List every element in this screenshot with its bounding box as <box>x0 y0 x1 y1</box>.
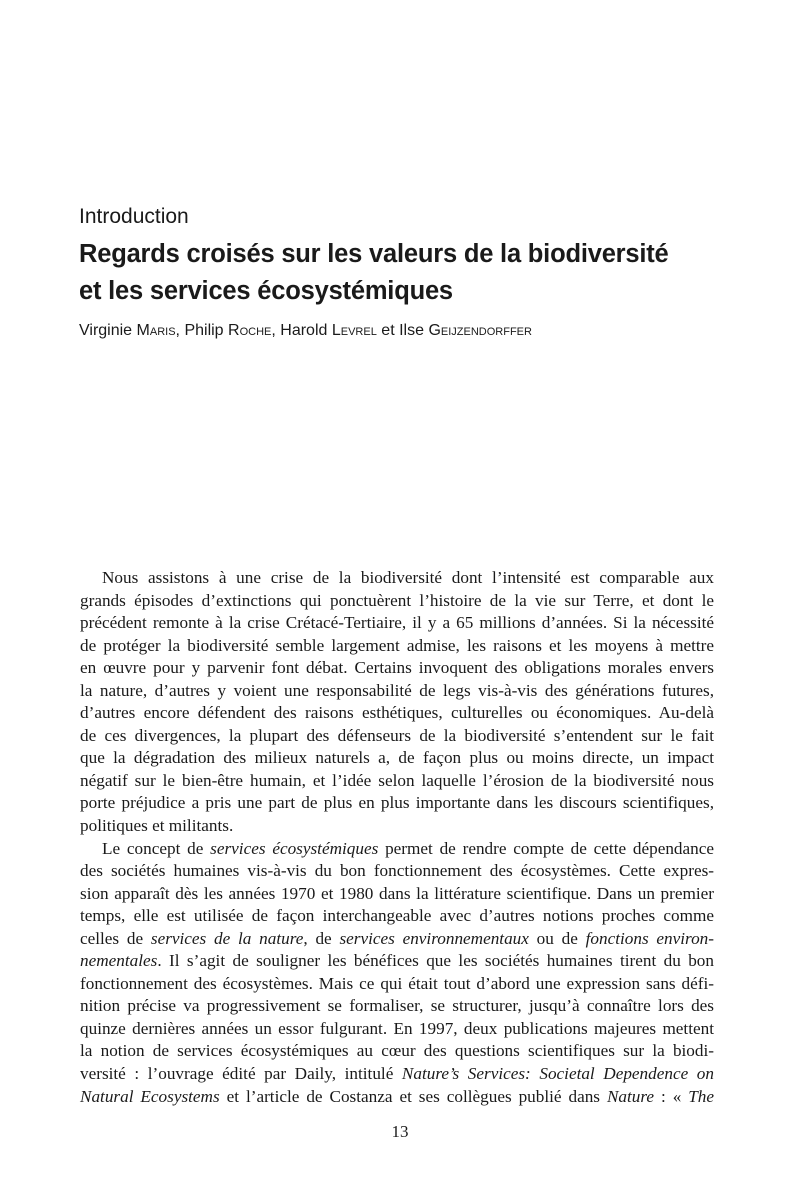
text-segment: celles de <box>80 928 151 948</box>
author <box>184 322 280 339</box>
text-line <box>80 590 714 613</box>
author-first-name: Ilse <box>399 322 424 339</box>
text-segment: nition précise va progressivement se formaliser, se structurer, jusqu’à connaître lors des <box>80 996 714 1016</box>
text-segment: grands épisodes d’extinctions qui ponctuèrent l’histoire de la vie sur Terre, et dont le <box>80 590 714 610</box>
author-last-name: Maris <box>136 322 176 339</box>
text-line <box>80 792 714 815</box>
author-first-name: Philip <box>184 322 224 339</box>
text-segment: de ces divergences, la plupart des défenseurs de la biodiversité s’entendent sur le fait <box>80 725 714 745</box>
text-line <box>80 905 714 928</box>
text-line <box>80 860 714 883</box>
text-segment: en œuvre pour y parvenir font débat. Certains invoquent des obligations morales envers <box>80 658 714 678</box>
text-segment: et l’article de Costanza et ses collègues publié dans <box>219 1086 607 1106</box>
text-segment: quinze dernières années un essor fulgurant. En 1997, deux publications majeures mettent <box>80 1018 714 1038</box>
text-line <box>80 567 714 590</box>
text-line <box>80 883 714 906</box>
text-line <box>80 680 714 703</box>
text-segment: la nature, d’autres y voient une responsabilité de legs vis-à-vis des générations futures, <box>80 680 714 700</box>
text-line <box>80 950 714 973</box>
italic-text: Nature <box>606 1086 655 1106</box>
author-last-name: Geijzendorffer <box>428 322 532 339</box>
text-segment: Le concept de <box>102 838 211 858</box>
text-line <box>80 1063 714 1086</box>
italic-text: The <box>688 1086 715 1106</box>
text-segment: d’autres encore défendent des raisons esthétiques, culturelles ou économiques. Au-delà <box>80 703 714 723</box>
author-list <box>79 322 532 340</box>
text-segment: , de <box>303 928 340 948</box>
text-segment: . Il s’agit de souligner les bénéfices que les sociétés humaines tirent du bon <box>157 951 714 971</box>
text-line <box>80 770 714 793</box>
text-segment: ou de <box>528 928 586 948</box>
text-line <box>80 725 714 748</box>
text-line <box>80 995 714 1018</box>
text-segment: versité : l’ouvrage édité par Daily, intitulé <box>80 1064 402 1084</box>
italic-text: fonctions environ- <box>585 928 714 948</box>
text-segment: temps, elle est utilisée de façon interchangeable avec d’autres notions proches comme <box>80 906 714 926</box>
author-separator: , <box>175 322 185 339</box>
text-segment: sion apparaît dès les années 1970 et 1980 dans la littérature scientifique. Dans un premier <box>80 883 714 903</box>
author-last-name: Levrel <box>331 322 377 339</box>
author <box>79 322 184 339</box>
text-segment: Nous assistons à une crise de la biodiversité dont l’intensité est comparable aux <box>102 568 714 587</box>
text-segment: : « <box>654 1086 689 1106</box>
text-line <box>80 1018 714 1041</box>
text-line <box>80 973 714 996</box>
text-line <box>80 702 714 725</box>
text-line <box>80 635 714 658</box>
text-line <box>80 1040 714 1063</box>
text-line <box>80 928 714 951</box>
author-separator: , <box>271 322 281 339</box>
author-separator: et <box>376 322 400 339</box>
italic-text: services environnementaux <box>339 928 529 948</box>
chapter-title <box>79 236 669 310</box>
body-text <box>80 567 714 1108</box>
text-segment: porte préjudice a pris une part de plus en plus importante dans les discours scientifiques, <box>80 793 714 813</box>
page-number: 13 <box>391 1122 409 1141</box>
author <box>280 322 399 339</box>
text-segment: précédent remonte à la crise Crétacé-Tertiaire, il y a 65 millions d’années. Si la nécessité <box>80 613 714 633</box>
text-segment: politiques et militants. <box>80 816 234 836</box>
italic-text: services écosystémiques <box>210 838 379 858</box>
italic-text: Natural Ecosystems <box>80 1086 220 1106</box>
chapter-label: Introduction <box>79 205 189 228</box>
author-last-name: Roche <box>228 322 272 339</box>
text-segment: de protéger la biodiversité semble largement admise, les raisons et les moyens à mettre <box>80 635 714 655</box>
author-first-name: Virginie <box>79 322 133 339</box>
paragraph <box>80 567 714 838</box>
text-segment: la notion de services écosystémiques au cœur des questions scientifiques sur la biodi- <box>80 1041 714 1061</box>
text-line <box>80 747 714 770</box>
text-line <box>80 815 714 838</box>
text-line <box>80 612 714 635</box>
italic-text: services de la nature <box>150 928 304 948</box>
text-line <box>80 1086 714 1109</box>
text-segment: négatif sur le bien-être humain, et l’idée selon laquelle l’érosion de la biodiversité nous <box>80 770 714 790</box>
author-first-name: Harold <box>280 322 328 339</box>
text-line <box>80 657 714 680</box>
text-segment: fonctionnement des écosystèmes. Mais ce qui était tout d’abord une expression sans défi- <box>80 973 714 993</box>
italic-text: nementales <box>80 951 158 971</box>
title-line: et les services écosystémiques <box>79 277 453 305</box>
text-segment: que la dégradation des milieux naturels a, de façon plus ou moins directe, un impact <box>80 748 714 768</box>
italic-text: Nature’s Services: Societal Dependence on <box>401 1064 714 1084</box>
title-line: Regards croisés sur les valeurs de la biodiversité <box>79 240 669 268</box>
author <box>399 322 532 339</box>
text-segment: des sociétés humaines vis-à-vis du bon fonctionnement des écosystèmes. Cette expres- <box>80 861 714 881</box>
paragraph <box>80 838 714 1109</box>
text-segment: permet de rendre compte de cette dépendance <box>378 838 715 858</box>
text-line <box>80 838 714 861</box>
